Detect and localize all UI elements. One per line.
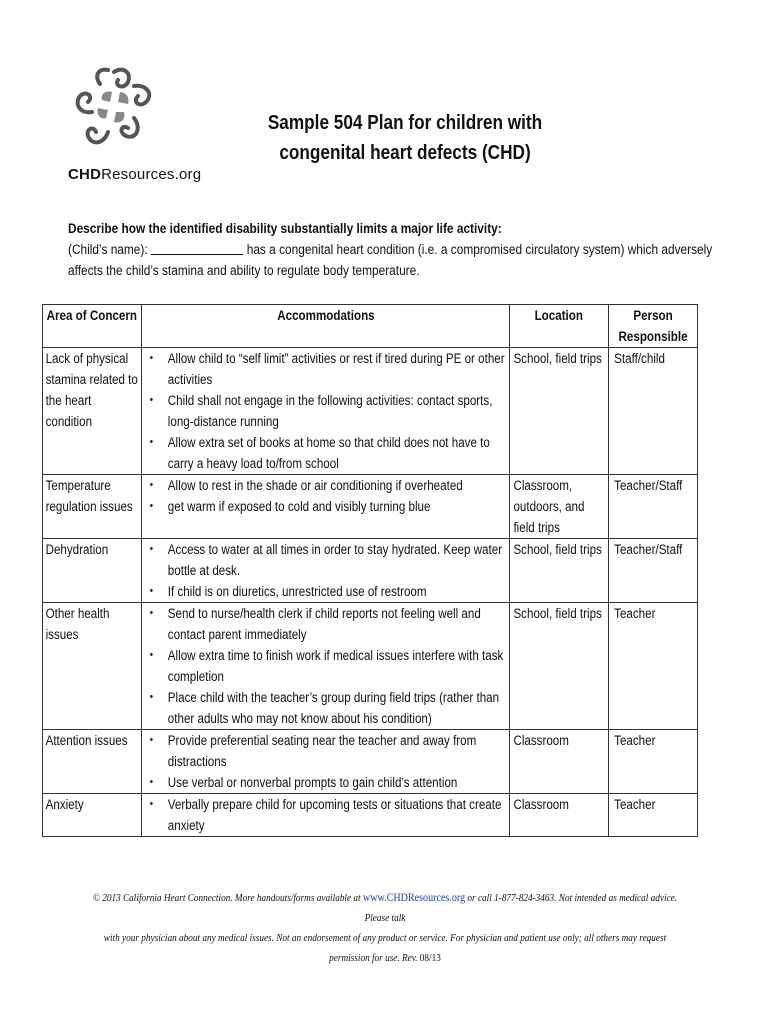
location-cell: Classroom, outdoors, and field trips [510, 475, 609, 539]
table-row [43, 475, 698, 539]
bullet-icon: • [149, 691, 153, 703]
person-responsible-cell: Teacher [608, 794, 697, 837]
person-responsible-cell: Teacher [608, 730, 697, 794]
location-cell: Classroom [510, 730, 609, 794]
intro-line-1: (Child’s name): has a congenital heart condition (i.e. a compromised circulatory system) which adversely [68, 242, 713, 257]
footer-line-1: © 2013 California Heart Connection. More handouts/forms available at www.CHDResources.org or call 1-877-824-3463. Not intended as medical advice. Please talk [92, 890, 678, 924]
accommodation-item: • Allow extra set of books at home so that child does not have to carry a heavy load to/from school [145, 432, 509, 474]
area-of-concern-cell: Temperature regulation issues [43, 475, 142, 539]
accommodation-item: • get warm if exposed to cold and visibly turning blue [145, 496, 509, 517]
area-of-concern-cell: Dehydration [43, 539, 142, 603]
bullet-icon: • [149, 798, 153, 810]
accommodations-cell [141, 730, 509, 794]
bullet-icon: • [149, 436, 153, 448]
person-responsible-cell: Teacher [608, 603, 697, 730]
table-row [43, 539, 698, 603]
footer-line-2: with your physician about any medical issues. Not an endorsement of any product or service. For physician and patient use only; all others may request permission for use. Rev. 08/13 [103, 932, 667, 964]
accommodation-item: • If child is on diuretics, unrestricted use of restroom [145, 581, 509, 602]
bullet-icon: • [149, 543, 153, 555]
accommodation-item: • Child shall not engage in the following activities: contact sports, long-distance running [145, 390, 509, 432]
accommodation-item: • Allow to rest in the shade or air conditioning if overheated [145, 475, 509, 496]
intro-line-2: affects the child’s stamina and ability to regulate body temperature. [68, 263, 420, 278]
accommodation-item: • Access to water at all times in order to stay hydrated. Keep water bottle at desk. [145, 539, 509, 581]
person-responsible-cell: Teacher/Staff [608, 539, 697, 603]
intro-heading: Describe how the identified disability substantially limits a major life activity: [68, 221, 502, 236]
area-of-concern-cell: Other health issues [43, 603, 142, 730]
accommodations-cell [141, 348, 509, 475]
area-of-concern-cell: Anxiety [43, 794, 142, 837]
bullet-icon: • [149, 500, 153, 512]
header-person: Person Responsible [608, 305, 697, 348]
area-of-concern-cell: Lack of physical stamina related to the heart condition [43, 348, 142, 475]
table-header-row [43, 305, 698, 348]
accommodation-item: • Verbally prepare child for upcoming tests or situations that create anxiety [145, 794, 509, 836]
child-name-blank[interactable] [151, 241, 243, 255]
location-cell: School, field trips [510, 539, 609, 603]
accommodations-cell [141, 794, 509, 837]
bullet-icon: • [149, 585, 153, 597]
accommodations-cell [141, 603, 509, 730]
location-cell: Classroom [510, 794, 609, 837]
location-cell: School, field trips [510, 348, 609, 475]
title-line-1: Sample 504 Plan for children with [267, 112, 543, 134]
accommodations-cell [141, 475, 509, 539]
accommodation-item: • Use verbal or nonverbal prompts to gain child’s attention [145, 772, 509, 793]
accommodation-item: • Send to nurse/health clerk if child reports not feeling well and contact parent immediately [145, 603, 509, 645]
location-cell: School, field trips [510, 603, 609, 730]
bullet-icon: • [149, 649, 153, 661]
bullet-icon: • [149, 776, 153, 788]
accommodation-item: • Allow extra time to finish work if medical issues interfere with task completion [145, 645, 509, 687]
accommodation-item: • Provide preferential seating near the teacher and away from distractions [145, 730, 509, 772]
accommodations-cell [141, 539, 509, 603]
person-responsible-cell: Teacher/Staff [608, 475, 697, 539]
bullet-icon: • [149, 352, 153, 364]
area-of-concern-cell: Attention issues [43, 730, 142, 794]
header-location: Location [510, 305, 609, 348]
table-row [43, 348, 698, 475]
table-row [43, 603, 698, 730]
title-line-2: congenital heart defects (CHD) [279, 142, 531, 164]
bullet-icon: • [149, 479, 153, 491]
table-row [43, 730, 698, 794]
bullet-icon: • [149, 607, 153, 619]
accommodations-table [42, 304, 698, 837]
table-row [43, 794, 698, 837]
person-responsible-cell: Staff/child [608, 348, 697, 475]
footer [87, 887, 683, 968]
intro-section [68, 218, 713, 281]
header-accommodations: Accommodations [141, 305, 509, 348]
bullet-icon: • [149, 734, 153, 746]
header-area: Area of Concern [43, 305, 142, 348]
logo-wordmark: CHDResources.org [68, 166, 202, 183]
accommodation-item: • Place child with the teacher’s group during field trips (rather than other adults who may not know about his condition) [145, 687, 509, 729]
accommodation-item: • Allow child to “self limit” activities or rest if tired during PE or other activities [145, 348, 509, 390]
document-title [255, 108, 556, 168]
website-link[interactable]: www.CHDResources.org [362, 890, 466, 904]
bullet-icon: • [149, 394, 153, 406]
